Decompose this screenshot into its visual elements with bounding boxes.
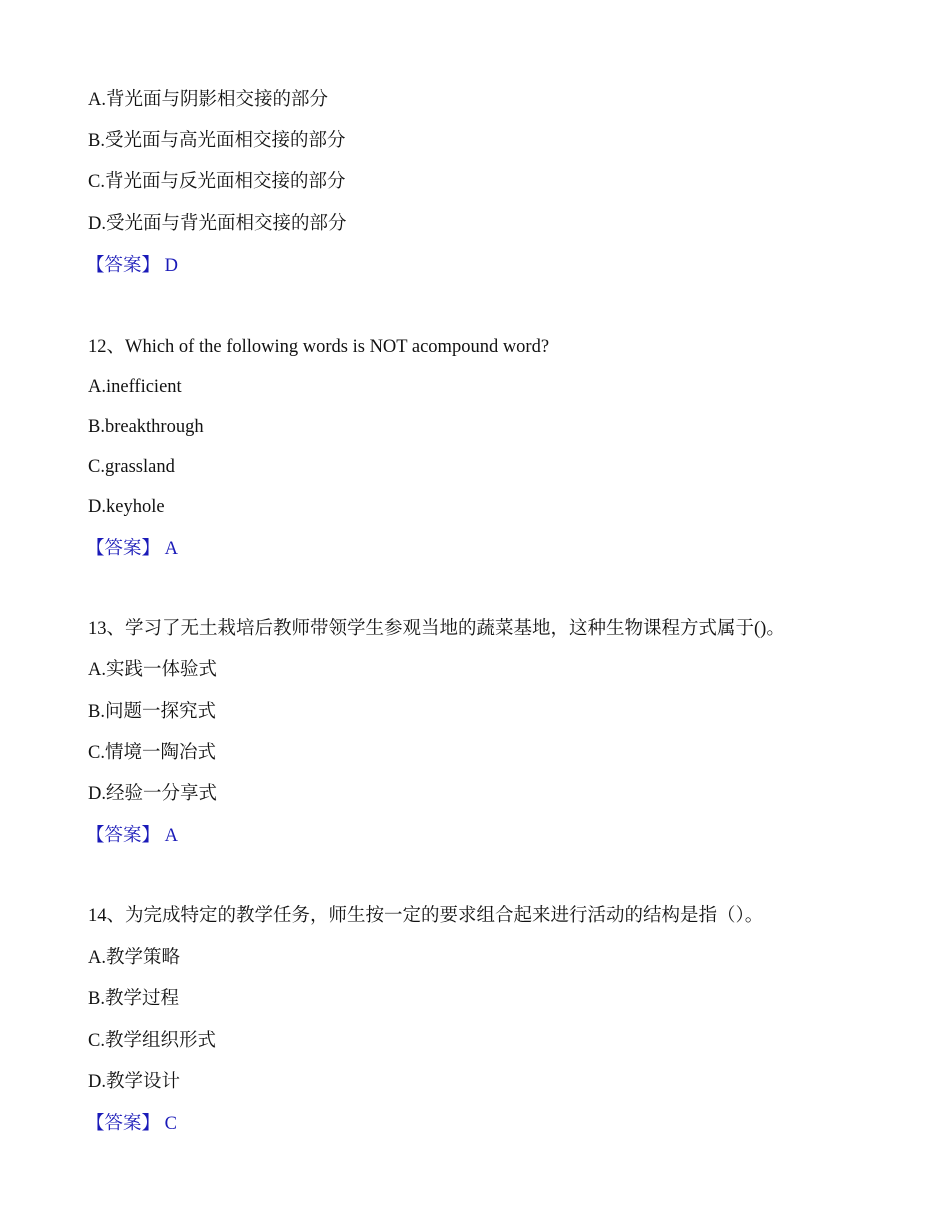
q14-question: 14、为完成特定的教学任务，师生按一定的要求组合起来进行活动的结构是指（）。 [88,906,764,926]
q13-option-a: A.实践一体验式 [88,660,217,680]
q11-option-d: D.受光面与背光面相交接的部分 [88,214,347,234]
q14-answer: 【答案】 C [86,1114,177,1134]
q14-option-c: C.教学组织形式 [88,1031,216,1051]
q14-option-b: B.教学过程 [88,989,179,1009]
q11-option-b: B.受光面与高光面相交接的部分 [88,131,346,151]
q13-option-d: D.经验一分享式 [88,784,217,804]
q12-option-a: A.inefficient [88,377,182,397]
q13-answer: 【答案】 A [86,826,178,846]
q12-option-d: D.keyhole [88,497,165,517]
q13-option-b: B.问题一探究式 [88,702,216,722]
q12-answer: 【答案】 A [86,539,178,559]
q13-question: 13、学习了无土栽培后教师带领学生参观当地的蔬菜基地，这种生物课程方式属于()。 [88,619,785,639]
q14-option-d: D.教学设计 [88,1072,180,1092]
q12-option-b: B.breakthrough [88,417,204,437]
q12-question: 12、Which of the following words is NOT acompound word? [88,337,550,357]
q12-option-c: C.grassland [88,457,175,477]
q11-option-c: C.背光面与反光面相交接的部分 [88,172,346,192]
q14-option-a: A.教学策略 [88,948,180,968]
q11-answer: 【答案】 D [86,256,178,276]
q13-option-c: C.情境一陶冶式 [88,743,216,763]
q11-option-a: A.背光面与阴影相交接的部分 [88,90,328,110]
